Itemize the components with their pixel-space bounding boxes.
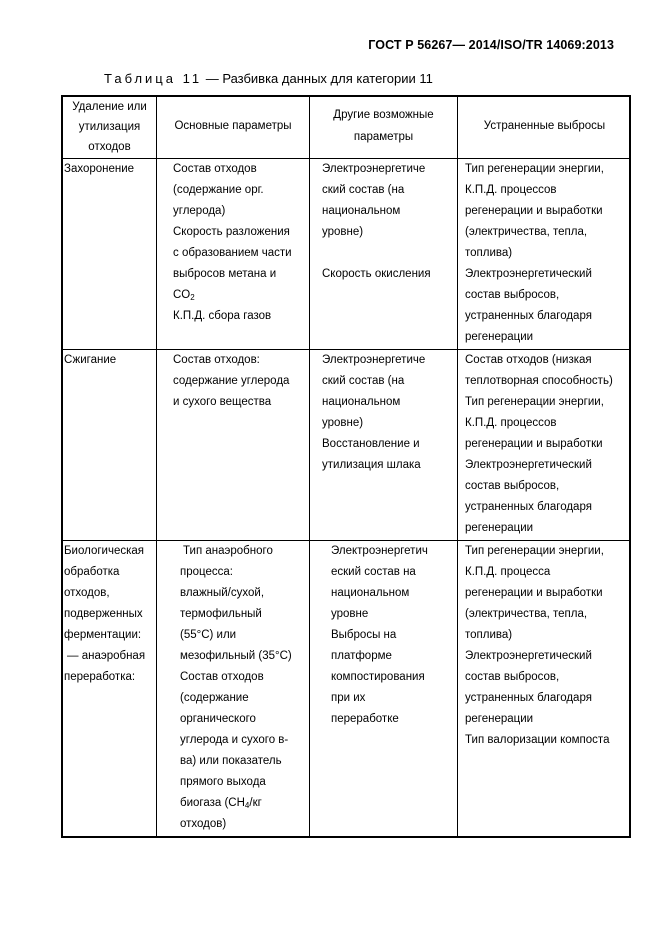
row-2-method: Сжигание (64, 354, 117, 366)
column-header-other-params: Другие возможные параметры (333, 109, 434, 143)
column-divider (309, 97, 310, 836)
row-3-main-params: Тип анаэробного процесса: влажный/сухой, термофильный (55°С) или мезофильный (35°С) Состав отходов (содержание органического углерода и сухого в- ва) или показатель прямого выхода биогаза ($CH_4/кг$ отходов) (180, 545, 292, 830)
row-1-method: Захоронение (64, 163, 135, 175)
column-header-main-params: Основные параметры (174, 120, 292, 132)
column-divider (457, 97, 458, 836)
row-1-main-params: Состав отходов (содержание орг. углерода) Скорость разложения с образованием части выбросов метана и $CO_2$ К.П.Д. сбора газов (173, 163, 292, 322)
table-caption (104, 71, 433, 86)
table-caption-text: — Разбивка данных для категории 11 (205, 71, 433, 86)
row-1-other-params: Электроэнергетиче ский состав (на национальном уровне) Скорость окисления (322, 163, 431, 280)
table-caption-label: Таблица 11 (104, 71, 203, 86)
row-3-other-params: Электроэнергетич еский состав на национальном уровне Выбросы на платформе компостирования при их переработке (331, 545, 428, 725)
column-header-emissions: Устраненные выбросы (483, 120, 606, 132)
row-3-emissions: Тип регенерации энергии, К.П.Д. процесса регенерации и выработки (электричества, тепла, топлива) Электроэнергетический состав выбросов, устраненных благодаря регенерации Тип валоризации компоста (465, 545, 610, 746)
row-2-emissions: Состав отходов (низкая теплотворная способность) Тип регенерации энергии, К.П.Д. процессов регенерации и выработки Электроэнергетический состав выбросов, устраненных благодаря регенерации (465, 354, 613, 534)
column-divider (156, 97, 157, 836)
data-table (61, 95, 631, 838)
row-2-other-params: Электроэнергетиче ский состав (на национальном уровне) Восстановление и утилизация шлака (322, 354, 426, 471)
row-2-main-params: Состав отходов: содержание углерода и сухого вещества (173, 354, 290, 408)
row-1-emissions: Тип регенерации энергии, К.П.Д. процессов регенерации и выработки (электричества, тепла, топлива) Электроэнергетический состав выбросов, устраненных благодаря регенерации (465, 163, 604, 343)
column-header-method: Удаление или утилизация отходов (72, 101, 147, 153)
document-header: ГОСТ Р 56267— 2014/ISO/TR 14069:2013 (368, 38, 614, 52)
row-3-method: Биологическая обработка отходов, подверженных ферментации: — анаэробная переработка: (64, 545, 146, 683)
